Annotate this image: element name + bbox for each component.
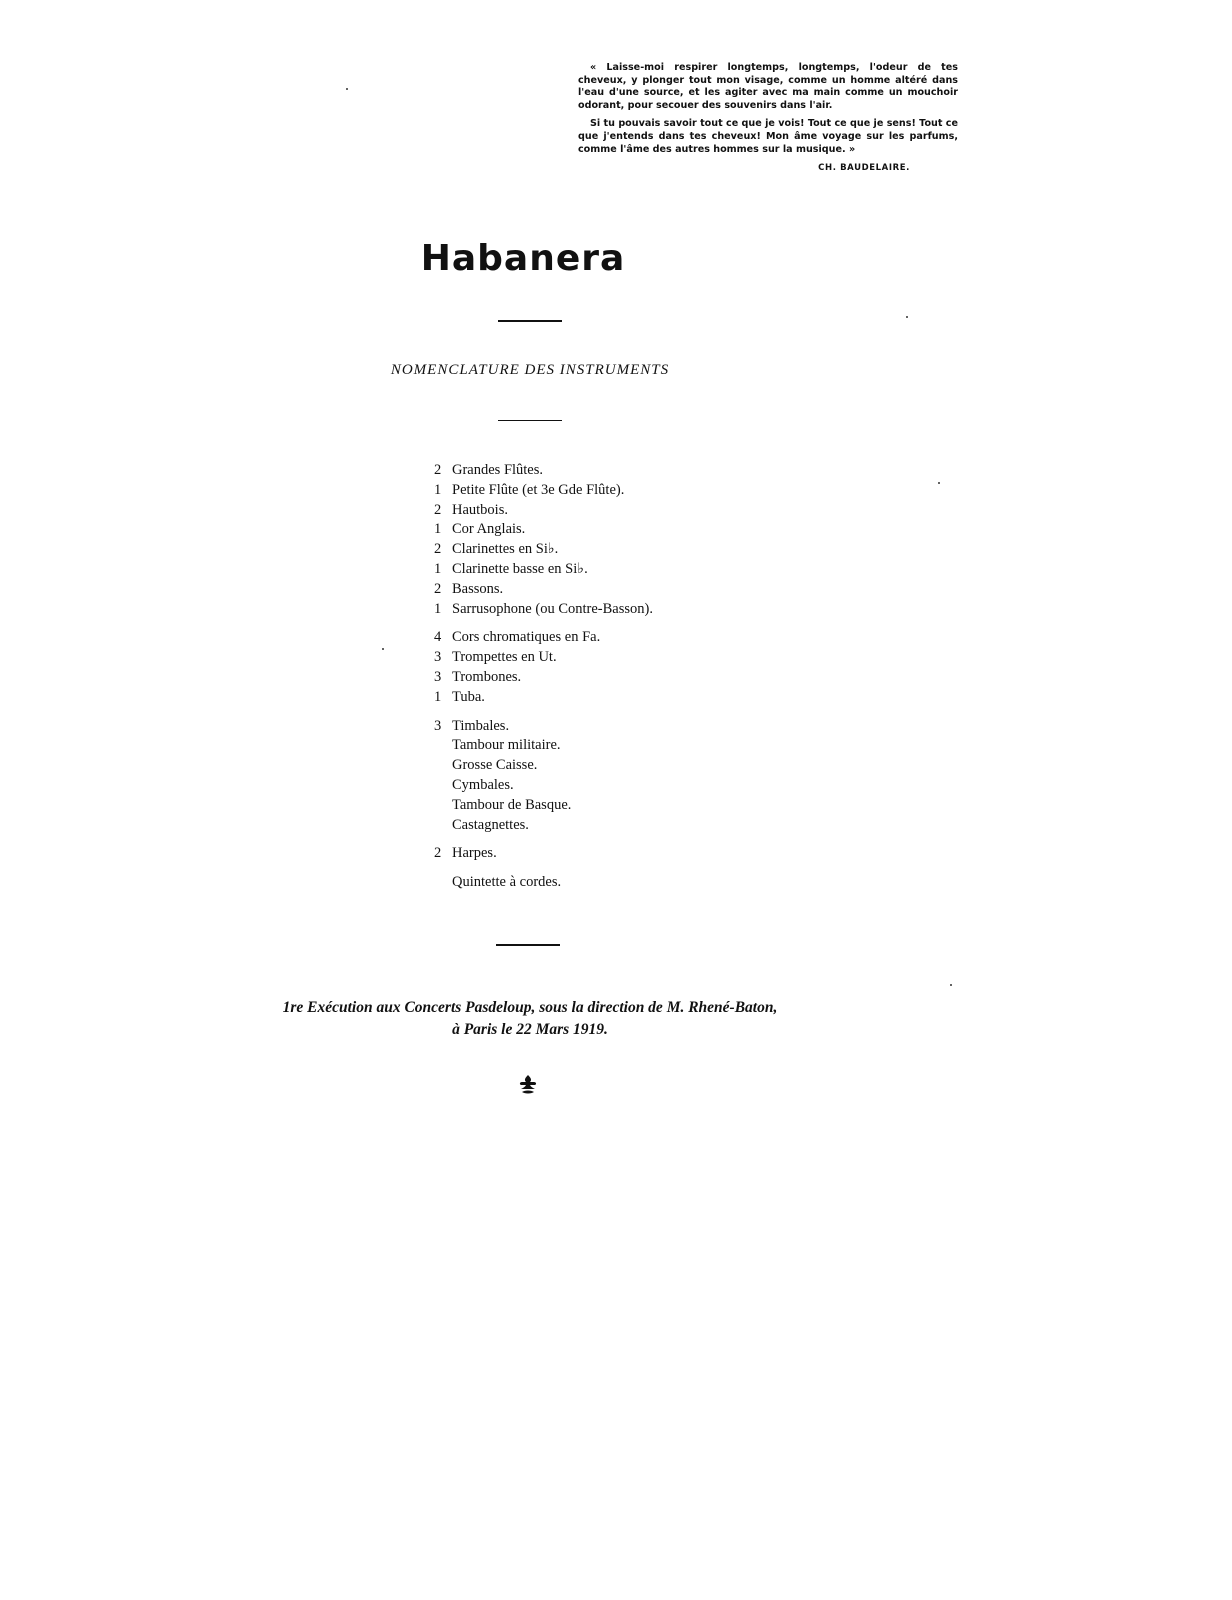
epigraph-paragraph-2: Si tu pouvais savoir tout ce que je vois! Tout ce que je sens! Tout ce que j'entends dans tes cheveux! Mon âme voyage sur les parfums, comme l'âme des autres hommes sur la musique. » [578, 118, 958, 155]
instrument-count: 1 [434, 688, 442, 705]
epigraph-signature: CH. BAUDELAIRE. [818, 163, 910, 174]
instrument-row [434, 844, 653, 864]
instrument-count: 1 [434, 481, 442, 498]
print-speck [906, 316, 908, 318]
instrument-name: Tambour de Basque. [452, 796, 572, 813]
instruments-heading: NOMENCLATURE DES INSTRUMENTS [390, 362, 670, 378]
instrument-name: Tuba. [452, 688, 485, 705]
instrument-row [434, 481, 653, 501]
instrument-name: Grosse Caisse. [452, 757, 538, 774]
instrument-count: 2 [434, 462, 442, 478]
title-divider [498, 320, 562, 322]
instrument-name: Trompettes en Ut. [452, 649, 557, 666]
instrument-row [434, 648, 653, 668]
instrument-name: Grandes Flûtes. [452, 462, 544, 478]
instrument-count: 2 [434, 845, 442, 862]
instrument-name: Cymbales. [452, 776, 514, 793]
instrument-row [434, 717, 653, 737]
instrument-row [434, 688, 653, 708]
instrument-name: Quintette à cordes. [452, 874, 562, 891]
instrument-name: Clarinettes en Si♭. [452, 541, 559, 558]
instrument-count: 1 [434, 560, 442, 577]
instrument-name: Cors chromatiques en Fa. [452, 629, 601, 646]
instrument-row [434, 756, 653, 776]
instrument-name: Tambour militaire. [452, 737, 561, 754]
fleuron-ornament-icon [516, 1074, 540, 1096]
instrument-row [434, 796, 653, 816]
instrument-name: Clarinette basse en Si♭. [452, 560, 588, 577]
instrument-row [434, 600, 653, 620]
instrument-row [434, 668, 653, 688]
instrument-name: Trombones. [452, 668, 522, 685]
instrument-name: Timbales. [452, 717, 510, 734]
heading-divider [498, 420, 562, 421]
strings-group [434, 873, 653, 893]
instrument-row [434, 540, 653, 560]
instrument-count: 2 [434, 580, 442, 597]
print-speck [938, 482, 940, 484]
woodwinds-group [434, 461, 653, 619]
print-speck [382, 648, 384, 650]
premiere-note [0, 997, 1060, 1041]
page-title: Habanera [420, 238, 626, 279]
premiere-line-1: 1re Exécution aux Concerts Pasdeloup, sous la direction de M. Rhené-Baton, [282, 999, 778, 1016]
instrument-row [434, 816, 653, 836]
percussion-group [434, 717, 653, 836]
instrument-row [434, 736, 653, 756]
instrument-row [434, 461, 653, 481]
instrument-name: Hautbois. [452, 501, 508, 518]
instrument-row [434, 776, 653, 796]
epigraph-paragraph-1: « Laisse-moi respirer longtemps, longtemps, l'odeur de tes cheveux, y plonger tout mon visage, comme un homme altéré dans l'eau d'une source, et les agiter avec ma main comme un mouchoir odorant, pour secouer des souvenirs dans l'air. [578, 62, 958, 111]
list-divider [496, 944, 560, 946]
instrument-row [434, 628, 653, 648]
instrument-name: Castagnettes. [452, 816, 529, 833]
premiere-line-2: à Paris le 22 Mars 1919. [452, 1021, 608, 1038]
instrument-count: 3 [434, 717, 442, 734]
instrument-row [434, 560, 653, 580]
instrument-name: Harpes. [452, 845, 497, 862]
harps-group [434, 844, 653, 864]
instrument-count: 4 [434, 629, 442, 646]
instrument-name: Cor Anglais. [452, 521, 526, 538]
print-speck [346, 88, 348, 90]
instrument-count: 1 [434, 521, 442, 538]
instrument-count: 1 [434, 600, 442, 617]
instrument-row [434, 520, 653, 540]
instrument-count: 2 [434, 541, 442, 558]
instrument-list [434, 461, 653, 902]
instrument-row [434, 501, 653, 521]
instrument-name: Sarrusophone (ou Contre-Basson). [452, 600, 653, 617]
print-speck [950, 984, 952, 986]
instrument-count: 3 [434, 649, 442, 666]
instrument-row [434, 580, 653, 600]
instrument-row [434, 873, 653, 893]
instrument-count: 3 [434, 668, 442, 685]
instrument-name: Bassons. [452, 580, 504, 597]
instrument-count: 2 [434, 501, 442, 518]
epigraph [578, 62, 958, 181]
brass-group [434, 628, 653, 707]
instrument-name: Petite Flûte (et 3e Gde Flûte). [452, 481, 625, 498]
